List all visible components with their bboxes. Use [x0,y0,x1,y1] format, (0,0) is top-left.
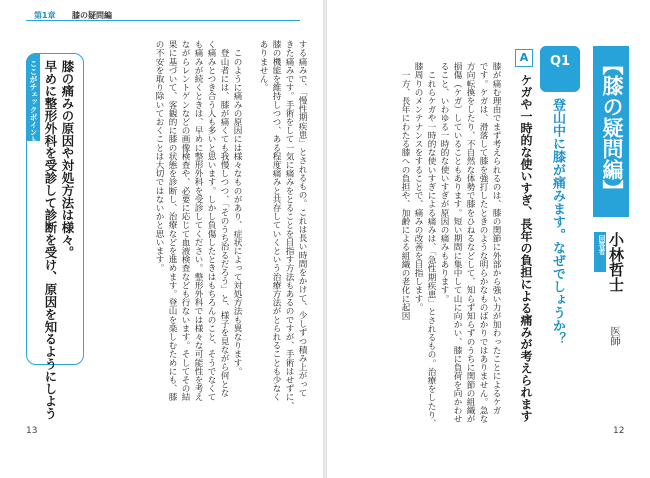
body-column: きた痛みです。手術をして一気に痛みをとることを目指す方法もあるのですが、手術はせずに、 [284,40,294,410]
chapter-label: 第1章 [34,11,56,20]
checkpoint-line: 早めに整形外科を受診して診断を受け、原因を知るようにしよう [43,60,58,420]
body-column: 登山者には、膝が痛くても我慢しつつ、「そのうち治るだろう」と、様子を見ながら何とな [219,40,229,397]
body-column: 膝の機能を維持しつつ、ある程度痛みと共存していくという治療方法がとられることも少なく [271,40,281,402]
body-column: 方向転換をしたり、不自然な体勢で膝をひねるなどして、知らず知らずのうちに関節の組織が [465,62,475,424]
body-column: ありません。 [258,40,268,92]
checkpoint-label: ここがチェックポイント [29,60,38,144]
body-column: も痛みが続くときは、早めに整形外科を受診してください。整形外科では様々な可能性を考え [193,40,203,402]
body-column: このように痛みの原因には様々なものがあり、症状によって対処方法も異なります。 [232,40,242,376]
section-title: 【膝の疑問編】 [600,54,624,201]
answerer-name: 小林哲士 [607,232,625,292]
answer-letter: A [519,51,529,64]
body-column: する痛みで、「慢性期疾患」とされるもの。これは長い時間をかけて、少しずつ積み上がって [297,40,307,397]
body-column: 膝が痛む理由でまず考えられるのは、膝の関節に外部から強い力が加わったことによるケガ [491,62,501,415]
body-column: ること、いわゆる一時的な使いすぎが原因の痛みもあります。 [439,62,449,303]
body-column: これらケガや一時的な使いすぎによる痛みは、「急性期疾患」とされるもの。治療をしたり、 [426,62,436,428]
chapter-header-rule [26,20,300,21]
body-column: 損傷（ケガ）していることもあります。短い期間に集中して山に向かい、膝に負荷を向かわせ [452,62,462,424]
question-text: 登山中に膝が痛みます。なぜでしょうか？ [550,98,565,345]
checkpoint-line: 膝の痛みの原因や対処方法は様々。 [60,60,75,259]
body-column: です。ケガは、滑落して膝を強打したときのような明らかなものばかりではありません。急な [478,62,488,424]
page-number-right: 12 [613,426,625,436]
body-column: ながらレントゲンなどの画像検査や、必要に応じて血液検査なども行ないます。そしてその結 [180,40,190,402]
body-column: く痛みとつき合う人も多いと思います。しかし負傷したときはもちろんのこと、そうでなくて [206,40,216,402]
page-number-left: 13 [26,426,38,436]
answerer-role: 回答者 [597,235,605,255]
question-badge [540,46,580,92]
body-column: 一方、長年にわたる膝への負担や、加齢による組織の老化に起因 [400,62,410,320]
question-number: Q1 [549,54,571,69]
body-column: 膝周りのメンテナンスをすることで、痛みの改善を目指します。 [413,62,423,312]
answerer-title: 医師 [608,326,619,346]
body-column: 果に基づいて、客観的に膝の状態を診断し、治療などを進めます。登山を楽しむためにも、膝 [167,40,177,402]
body-column: の不安を取り除いておくことは大切ではないかと思います。 [154,40,164,273]
answer-headline: ケガや一時的な使いすぎ、長年の負担による痛みが考えられます [519,74,533,422]
chapter-title: 膝の疑問編 [72,11,112,20]
